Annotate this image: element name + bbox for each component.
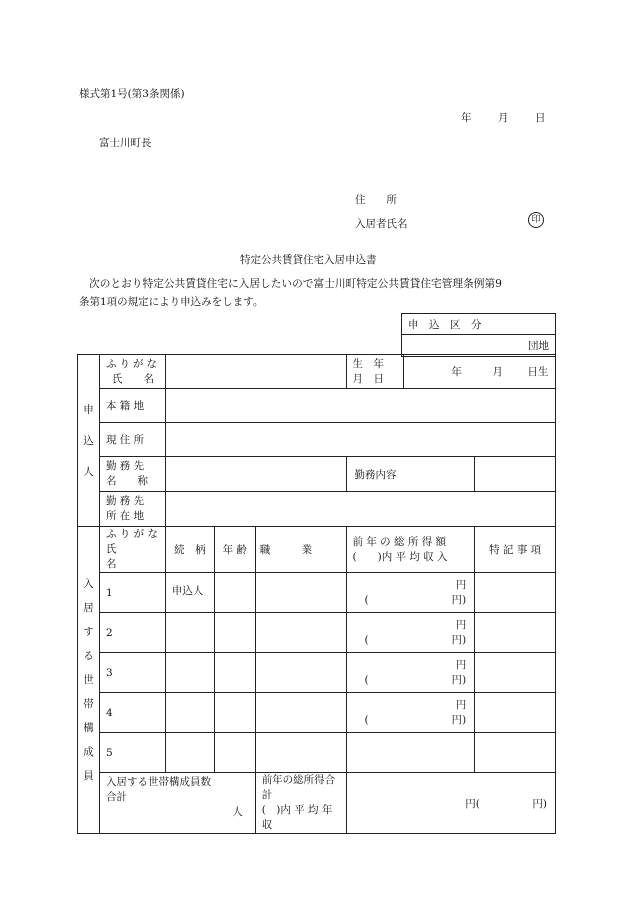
job-content-field[interactable] (475, 457, 556, 492)
applicant-section-label: 申 込 人 (78, 355, 100, 527)
addressee: 富士川町長 (99, 137, 152, 149)
table-row (78, 613, 556, 653)
workplace-name-field[interactable] (165, 457, 346, 492)
member-row-number: 3 (99, 653, 165, 693)
application-form-table (77, 354, 556, 834)
applicant-name-label: 入居者氏名 (355, 218, 408, 230)
member-relation[interactable] (165, 733, 214, 773)
occupation-header: 職 業 (255, 527, 346, 573)
name-label: 氏 名 (111, 372, 154, 385)
total-income-label: 前年の総所得合計 ( )内 平 均 年 収 (255, 773, 346, 834)
member-age-field[interactable] (214, 613, 255, 653)
notes-header: 特 記 事 項 (475, 527, 556, 573)
member-relation[interactable]: 申込人 (165, 573, 214, 613)
table-row (78, 653, 556, 693)
total-income-value: 円( 円) (465, 797, 547, 810)
yen-unit: 円 (455, 698, 467, 711)
table-row (78, 573, 556, 613)
date-day-label: 日 (535, 112, 546, 124)
form-number: 様式第1号(第3条関係) (79, 88, 185, 100)
member-income-field[interactable]: 円 ( 円) (346, 613, 475, 653)
total-members-label-2: 合計 (105, 791, 127, 803)
yen-unit: 円 (455, 658, 467, 671)
member-row-number: 4 (99, 693, 165, 733)
seal-mark-icon: 印 (528, 212, 544, 228)
birthdate-field[interactable] (404, 355, 556, 389)
member-row-number: 2 (99, 613, 165, 653)
member-occupation-field[interactable] (255, 653, 346, 693)
member-notes-field[interactable] (475, 653, 556, 693)
current-address-label: 現 住 所 (99, 423, 165, 457)
member-notes-field[interactable] (475, 613, 556, 653)
job-content-label: 勤務内容 (346, 457, 475, 492)
workplace-address-header: 勤 務 先 所 在 地 (99, 492, 165, 527)
member-relation[interactable] (165, 653, 214, 693)
date-month-label: 月 (498, 112, 509, 124)
intro-line-2: 条第1項の規定により申込みをします。 (79, 296, 264, 308)
intro-line-1: 次のとおり特定公共賃貸住宅に入居したいので富士川町特定公共賃貸住宅管理条例第9 (89, 277, 502, 290)
document-title: 特定公共賃貸住宅入居申込書 (240, 254, 377, 266)
domicile-field[interactable] (165, 389, 555, 423)
application-category-label-cell (402, 314, 556, 335)
member-income-field[interactable]: 円 ( 円) (346, 693, 475, 733)
member-row-number: 1 (99, 573, 165, 613)
total-members-unit: 人 (232, 806, 243, 818)
member-notes-field[interactable] (475, 733, 556, 773)
member-notes-field[interactable] (475, 693, 556, 733)
application-category-table (401, 313, 556, 357)
total-income-field[interactable] (346, 773, 556, 834)
yen-unit: 円 (455, 618, 467, 631)
member-income-field[interactable]: 円 ( 円) (346, 573, 475, 613)
member-age-field[interactable] (214, 733, 255, 773)
applicant-name-header (99, 355, 165, 389)
workplace-name-header: 勤 務 先 名 称 (99, 457, 165, 492)
birth-year-label: 年 (451, 365, 462, 378)
age-header: 年 齢 (214, 527, 255, 573)
member-relation[interactable] (165, 613, 214, 653)
birthdate-header (346, 355, 404, 389)
total-members-cell[interactable] (99, 773, 255, 834)
member-notes-field[interactable] (475, 573, 556, 613)
domicile-label: 本 籍 地 (99, 389, 165, 423)
member-name-header: ふ り が な 氏 名 (99, 527, 165, 573)
birth-day-suffix: 日生 (527, 365, 549, 378)
member-occupation-field[interactable] (255, 693, 346, 733)
member-occupation-field[interactable] (255, 613, 346, 653)
income-header: 前 年 の 総 所 得 額 ( )内 平 均 収 入 (346, 527, 475, 573)
member-income-field[interactable]: 円 ( 円) (346, 653, 475, 693)
relation-header: 続 柄 (165, 527, 214, 573)
total-members-label: 入居する世帯構成員数 (105, 776, 211, 788)
table-row (78, 693, 556, 733)
furigana-label: ふりがな (105, 357, 160, 370)
member-relation[interactable] (165, 693, 214, 733)
birthdate-label-top: 生 年 (352, 357, 384, 370)
member-row-number: 5 (99, 733, 165, 773)
danchi-suffix: 団地 (528, 340, 549, 352)
yen-unit: 円 (455, 578, 467, 591)
member-occupation-field[interactable] (255, 573, 346, 613)
current-address-field[interactable] (165, 423, 555, 457)
application-category-label: 申 込 区 分 (408, 318, 482, 331)
member-income-field[interactable] (346, 733, 475, 773)
address-label: 住 所 (355, 194, 397, 206)
member-occupation-field[interactable] (255, 733, 346, 773)
applicant-name-field[interactable] (165, 355, 346, 389)
member-age-field[interactable] (214, 693, 255, 733)
birthdate-label-bottom: 月 日 (352, 372, 384, 385)
member-age-field[interactable] (214, 573, 255, 613)
workplace-address-field[interactable] (165, 492, 555, 527)
household-section-label: 入 居 す る 世 帯 構 成 員 (78, 527, 100, 834)
date-year-label: 年 (461, 112, 472, 124)
birth-month-label: 月 (492, 365, 503, 378)
table-row (78, 733, 556, 773)
member-age-field[interactable] (214, 653, 255, 693)
